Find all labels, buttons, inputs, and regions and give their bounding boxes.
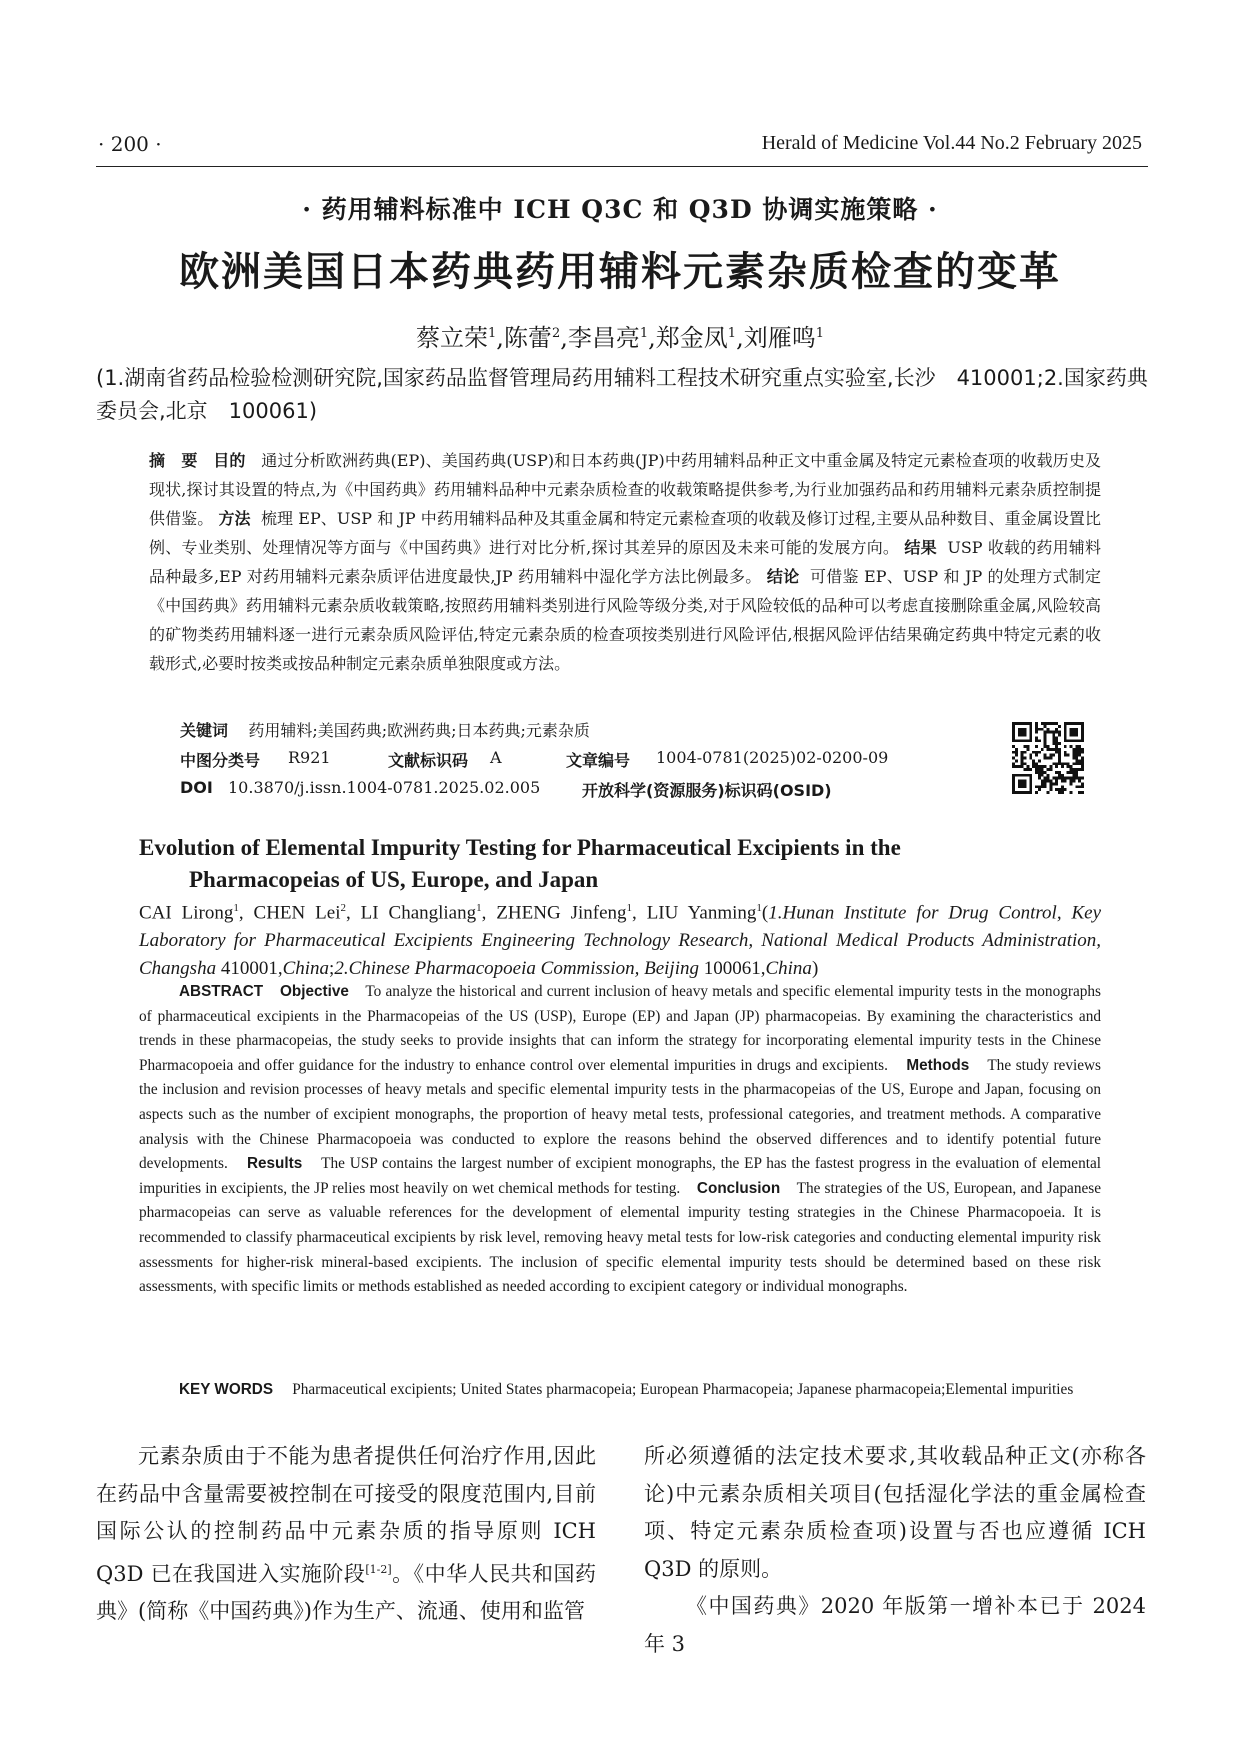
conclusion-text-cn: 可借鉴 EP、USP 和 JP 的处理方式制定《中国药典》药用辅料元素杂质收载策略,按照药用辅料类别进行风险等级分类,对于风险较低的品种可以考虑直接删除重金属,风险较高的矿物类药用辅料逐一进行元素杂质风险评估,特定元素杂质的检查项按类别进行风险评估,根据风险评估结果确定药典中特定元素的收载形式,必要时按类或按品种制定元素杂质单独限度或方法。 <box>149 567 1101 673</box>
zip-en-1: 410001 <box>220 958 278 980</box>
author-aff-en: 1 <box>476 902 482 914</box>
abstract-cn-label: 摘 要 <box>149 451 198 470</box>
body-left-paragraph-cont: 。《中华人民共和国药典》(简称《中国药典》)作为生产、流通、使用和监管 <box>96 1561 597 1623</box>
author-aff-cn: 2 <box>551 326 561 341</box>
keywords-en <box>139 1378 1101 1403</box>
title-en-line1: Evolution of Elemental Impurity Testing for Pharmaceutical Excipients in the <box>139 835 901 860</box>
header-rule <box>96 166 1148 167</box>
results-label-en: Results <box>246 1155 303 1173</box>
abstract-en-label: ABSTRACT <box>179 983 264 1000</box>
affiliation-en-2: 2.Chinese Pharmacopoeia Commission, Beijing <box>334 958 699 980</box>
author-en: ZHENG Jinfeng <box>496 902 627 924</box>
conclusion-text-en: The strategies of the US, European, and Japanese pharmacopeias can serve as valuable references for the development of elemental impurity testing strategies in the Chinese Pharmacopoeia. It is recommended to classify pharmaceutical excipients by risk level, removing heavy metal tests for low-risk categories and conducting elemental impurity risk assessments for higher-risk mineral-based excipients. The inclusion of specific elemental impurity tests should be determined based on these risk assessments, with specific limits or methods established as needed according to excipient category or individual monographs. <box>139 1179 1101 1296</box>
author-cn: 刘雁鸣 <box>743 324 816 352</box>
osid-label: 开放科学(资源服务)标识码(OSID) <box>582 781 832 800</box>
author-aff-cn: 1 <box>488 326 497 341</box>
conclusion-label-en: Conclusion <box>696 1179 781 1197</box>
objective-label-en: Objective <box>279 983 349 1000</box>
country-en-2: China <box>765 958 812 980</box>
author-aff-cn: 1 <box>727 326 737 341</box>
doc-code-label: 文献标识码 <box>388 751 469 770</box>
author-aff-en: 1 <box>233 902 239 914</box>
qr-code-icon <box>1012 722 1084 794</box>
body-right-paragraph-2: 《中国药典》2020 年版第一增补本已于 2024 年 3 <box>644 1594 1146 1656</box>
clc-value: R921 <box>288 748 331 767</box>
results-text-en: The USP contains the largest number of excipient monographs, the EP has the fastest progress in the evaluation of elemental impurities in excipients, the JP relies most heavily on wet chemical methods for testing. <box>139 1155 1102 1197</box>
affiliation-en-1: 1.Hunan Institute for Drug Control, Key Laboratory for Pharmaceutical Excipients Engineering Technology Research, National Medical Products Administration, Changsha <box>139 902 1102 980</box>
author-cn: 蔡立荣 <box>416 324 489 352</box>
body-right-column <box>644 1438 1146 1663</box>
author-aff-cn: 1 <box>639 326 649 341</box>
country-en-1: China <box>282 958 330 980</box>
results-text-cn: USP 收载的药用辅料品种最多,EP 对药用辅料元素杂质评估进度最快,JP 药用辅料中湿化学方法比例最多。 <box>149 538 1101 586</box>
author-en: LI Changliang <box>360 902 477 924</box>
methods-label-cn: 方法 <box>218 509 251 528</box>
author-cn: 李昌亮 <box>567 324 640 352</box>
author-aff-cn: 1 <box>815 326 824 341</box>
author-en: CAI Lirong <box>139 902 234 924</box>
article-no-label: 文章编号 <box>566 751 631 770</box>
objective-label-cn: 目的 <box>213 451 246 470</box>
doi-value[interactable]: 10.3870/j.issn.1004-0781.2025.02.005 <box>228 778 541 797</box>
author-en: CHEN Lei <box>253 902 341 924</box>
keywords-en-label: KEY WORDS <box>179 1381 274 1398</box>
author-aff-en: 1 <box>756 902 762 914</box>
doc-code-value: A <box>490 748 502 767</box>
doi-label: DOI <box>180 778 213 797</box>
authors-en: CAI Lirong$^1$, CHEN Lei$^2$, LI Changliang$^1$, ZHENG Jinfeng$^1$, LIU Yanming$^1$(1.Hunan Institute for Drug Control, Key Laboratory for Pharmaceutical Excipients Engineering Technology Research, National Medical Products Administration, Changsha 410001,China;2.Chinese Pharmacopoeia Commission, Beijing 100061,China) <box>139 902 1102 980</box>
body-right-paragraph-1: 所必须遵循的法定技术要求,其收载品种正文(亦称各论)中元素杂质相关项目(包括湿化学法的重金属检查项、特定元素杂质检查项)设置与否也应遵循 ICH Q3D 的原则。 <box>644 1444 1146 1581</box>
body-left-paragraph: 元素杂质由于不能为患者提供任何治疗作用,因此在药品中含量需要被控制在可接受的限度范围内,目前国际公认的控制药品中元素杂质的指导原则 ICH Q3D 已在我国进入实施阶段 <box>96 1444 596 1586</box>
keywords-cn-value: 药用辅料;美国药典;欧洲药典;日本药典;元素杂质 <box>248 721 590 740</box>
author-cn: 陈蕾 <box>503 324 552 352</box>
citation-link[interactable]: [1-2] <box>365 1562 392 1576</box>
keywords-cn <box>180 718 590 741</box>
page-number: · 200 · <box>98 132 162 156</box>
title-en-line2: Pharmacopeias of US, Europe, and Japan <box>189 867 599 892</box>
title-cn: 欧洲美国日本药典药用辅料元素杂质检查的变革 <box>179 249 1061 295</box>
zip-en-2: 100061 <box>703 958 761 980</box>
author-cn: 郑金凤 <box>655 324 728 352</box>
affiliation-cn: (1.湖南省药品检验检测研究院,国家药品监督管理局药用辅料工程技术研究重点实验室,长沙 410001;2.国家药典委员会,北京 100061) <box>96 366 1148 423</box>
methods-text-en: The study reviews the inclusion and revision processes of heavy metals and specific elemental impurity tests in the pharmacopeias of the US, Europe and Japan, focusing on aspects such as the number of excipient monographs, the proportion of heavy metal tests, professional categories, and treatment methods. A comparative analysis with the Chinese Pharmacopoeia was conducted to explore the reasons behind the observed differences and to identify potential future developments. <box>139 1056 1102 1173</box>
author-aff-en: 1 <box>626 902 633 914</box>
clc-label: 中图分类号 <box>180 751 261 770</box>
methods-text-cn: 梳理 EP、USP 和 JP 中药用辅料品种及其重金属和特定元素检查项的收载及修订过程,主要从品种数目、重金属设置比例、专业类别、处理情况等方面与《中国药典》进行对比分析,探讨其差异的原因及未来可能的发展方向。 <box>149 509 1101 557</box>
author-en: LIU Yanming <box>646 902 757 924</box>
keywords-cn-label: 关键词 <box>180 721 229 740</box>
article-no-value: 1004-0781(2025)02-0200-09 <box>656 748 889 767</box>
abstract-cn <box>149 446 1101 678</box>
title-en <box>139 832 901 896</box>
column-title: · 药用辅料标准中 ICH Q3C 和 Q3D 协调实施策略 · <box>302 195 938 224</box>
results-label-cn: 结果 <box>904 538 937 557</box>
authors-cn: 蔡立荣$^1$,陈蕾$^2$,李昌亮$^1$,郑金凤$^1$,刘雁鸣$^1$ <box>416 324 824 352</box>
methods-label-en: Methods <box>906 1056 970 1074</box>
abstract-en <box>139 980 1101 1300</box>
objective-text-cn: 通过分析欧洲药典(EP)、美国药典(USP)和日本药典(JP)中药用辅料品种正文中重金属及特定元素检查项的收载历史及现状,探讨其设置的特点,为《中国药典》药用辅料品种中元素杂质检查的收载策略提供参考,为行业加强药品和药用辅料元素杂质控制提供借鉴。 <box>149 451 1101 528</box>
keywords-en-value: Pharmaceutical excipients; United States pharmacopeia; European Pharmacopeia; Japanese pharmacopeia;Elemental impurities <box>292 1381 1074 1398</box>
objective-text-en: To analyze the historical and current inclusion of heavy metals and specific elemental impurity tests in the monographs of pharmaceutical excipients in the Pharmacopeias of the US (USP), Europe (EP) and Japan (JP) pharmacopeias. By examining the characteristics and trends in these pharmacopeias, the study seeks to provide insights that can inform the strategy for incorporating elemental impurity tests in the Chinese Pharmacopoeia and offer guidance for the industry to enhance control over elemental impurities in drugs and excipients. <box>139 983 1101 1074</box>
body-left-column <box>96 1438 596 1631</box>
journal-header: Herald of Medicine Vol.44 No.2 February 2025 <box>761 132 1142 154</box>
author-aff-en: 2 <box>340 902 346 914</box>
conclusion-label-cn: 结论 <box>766 567 800 586</box>
